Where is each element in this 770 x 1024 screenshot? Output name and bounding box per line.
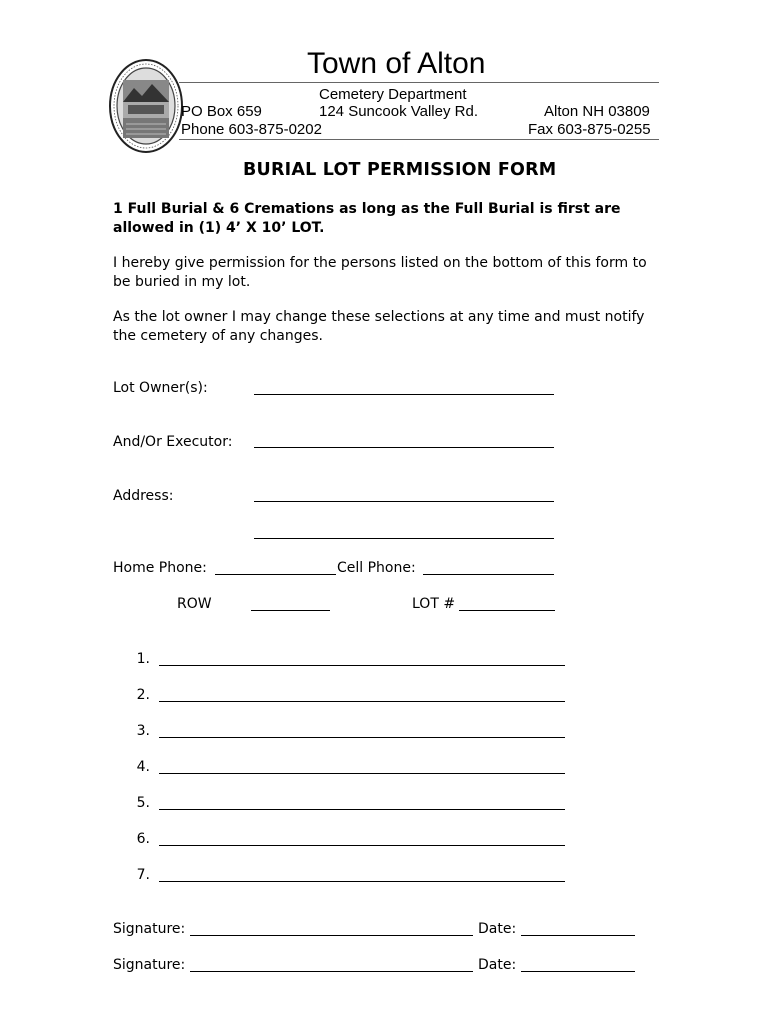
row-field[interactable]: [251, 610, 330, 611]
lot-number-label: LOT #: [412, 596, 456, 612]
permission-text: I hereby give permission for the persons listed on the bottom of this form to be buried in my lot.: [113, 255, 647, 290]
row-label: ROW: [177, 596, 212, 612]
phone-number: Phone 603-875-0202: [181, 121, 322, 138]
home-phone-label: Home Phone:: [113, 560, 207, 576]
change-text: As the lot owner I may change these selections at any time and must notify the cemetery of any changes.: [113, 309, 645, 344]
form-heading: BURIAL LOT PERMISSION FORM: [243, 160, 557, 180]
person-field-5[interactable]: [159, 809, 565, 810]
date-field-2[interactable]: [521, 971, 635, 972]
header-divider-top: [179, 82, 659, 83]
cell-phone-label: Cell Phone:: [337, 560, 416, 576]
signature-field-2[interactable]: [190, 971, 473, 972]
signature-field-1[interactable]: [190, 935, 473, 936]
person-field-3[interactable]: [159, 737, 565, 738]
address-field-line1[interactable]: [254, 501, 554, 502]
executor-label: And/Or Executor:: [113, 434, 233, 450]
person-field-6[interactable]: [159, 845, 565, 846]
person-field-7[interactable]: [159, 881, 565, 882]
department-name: Cemetery Department: [319, 86, 467, 103]
executor-field[interactable]: [254, 447, 554, 448]
person-number-7: 7.: [136, 867, 150, 883]
person-number-6: 6.: [136, 831, 150, 847]
city-state-zip: Alton NH 03809: [544, 103, 650, 120]
date-label-1: Date:: [478, 921, 517, 937]
lot-rule-text: 1 Full Burial & 6 Cremations as long as the Full Burial is first are allowed in (1) 4’ X 10’ LOT.: [113, 201, 621, 236]
person-number-1: 1.: [136, 651, 150, 667]
fax-number: Fax 603-875-0255: [528, 121, 651, 138]
cell-phone-field[interactable]: [423, 574, 554, 575]
address-field-line2[interactable]: [254, 538, 554, 539]
lot-owner-label: Lot Owner(s):: [113, 380, 208, 396]
person-field-1[interactable]: [159, 665, 565, 666]
header-divider-bottom: [179, 139, 659, 140]
home-phone-field[interactable]: [215, 574, 336, 575]
date-label-2: Date:: [478, 957, 517, 973]
person-number-4: 4.: [136, 759, 150, 775]
person-field-2[interactable]: [159, 701, 565, 702]
town-seal: [108, 58, 184, 154]
lot-owner-field[interactable]: [254, 394, 554, 395]
signature-label-2: Signature:: [113, 957, 186, 973]
address-label: Address:: [113, 488, 174, 504]
person-field-4[interactable]: [159, 773, 565, 774]
street-address: 124 Suncook Valley Rd.: [319, 103, 478, 120]
page-title: Town of Alton: [307, 47, 486, 80]
person-number-2: 2.: [136, 687, 150, 703]
po-box: PO Box 659: [181, 103, 262, 120]
signature-label-1: Signature:: [113, 921, 186, 937]
lot-number-field[interactable]: [459, 610, 555, 611]
date-field-1[interactable]: [521, 935, 635, 936]
person-number-3: 3.: [136, 723, 150, 739]
person-number-5: 5.: [136, 795, 150, 811]
